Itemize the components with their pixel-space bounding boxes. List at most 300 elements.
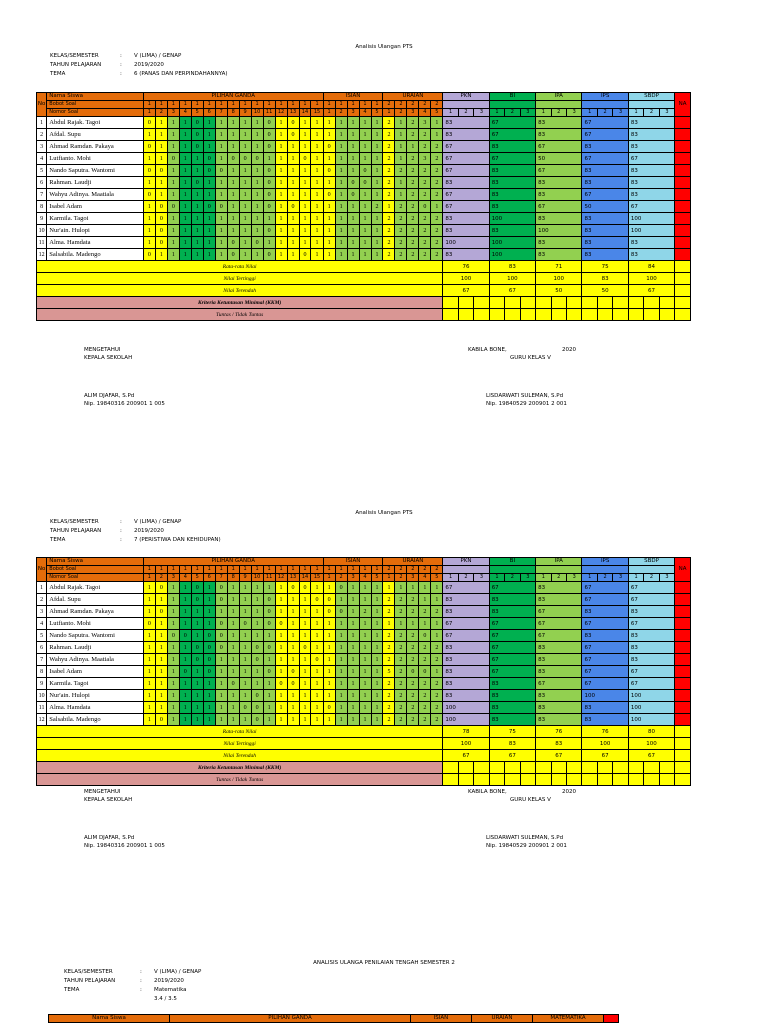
na-score: 65 [675,201,691,213]
pg-answer: 1 [311,702,323,714]
nomor-pg: 9 [239,109,251,117]
subject-score: 50 [536,153,582,165]
isian-answer: 1 [347,678,359,690]
na-score: 80 [675,129,691,141]
pg-answer: 1 [311,618,323,630]
subject-score: 67 [443,630,489,642]
student-name: Rahman. Laudji [47,177,144,189]
subject-kd: 1 [489,109,504,117]
subject-kd: 3 [520,109,535,117]
pg-answer: 0 [155,225,167,237]
uraian-answer: 1 [395,177,407,189]
kkm-cell [566,762,581,774]
pg-answer: 0 [155,606,167,618]
summary-value: 80 [628,726,674,738]
subject-kd: 1 [628,574,643,582]
meta-row [64,986,201,995]
isian-answer: 1 [335,654,347,666]
subject-score: 83 [489,594,535,606]
bobot-pg: 1 [239,101,251,109]
bobot-uraian: 2 [383,566,395,574]
student-name: Alma. Hamdata [47,702,144,714]
uraian-answer: 2 [383,213,395,225]
isian-answer: 1 [323,678,335,690]
pg-answer: 1 [251,630,263,642]
subject-kd: 2 [597,574,612,582]
bobot-isian: 1 [371,566,383,574]
pg-answer: 1 [167,714,179,726]
uraian-answer: 2 [383,129,395,141]
pg-answer: 1 [167,141,179,153]
subject-kd: 3 [659,109,674,117]
pg-answer: 1 [251,189,263,201]
na-score: 85 [675,177,691,189]
tuntas-cell [474,309,489,321]
pg-answer: 1 [191,678,203,690]
pg-answer: 1 [239,606,251,618]
pg-answer: 1 [263,702,275,714]
kkm-cell [659,762,674,774]
subject-score: 67 [489,117,535,129]
subject-header: SBDP [628,558,674,566]
kkm-label: Kriteria Ketuntasan Minimal (KKM) [37,297,443,309]
pg-answer: 1 [167,654,179,666]
nomor-pg: 6 [203,574,215,582]
student-name: Salsabila. Madengo [47,249,144,261]
pg-answer: 1 [203,702,215,714]
uraian-answer: 2 [431,690,443,702]
uraian-answer: 3 [419,117,431,129]
pg-answer: 1 [239,129,251,141]
pg-answer: 1 [263,582,275,594]
nomor-uraian: 2 [395,109,407,117]
pg-answer: 1 [143,213,155,225]
uraian-answer: 2 [383,237,395,249]
pg-answer: 0 [215,618,227,630]
kkm-cell [628,762,643,774]
pg-answer: 1 [155,666,167,678]
subject-score: 83 [443,594,489,606]
subject-kd: 2 [505,109,520,117]
student-no: 12 [37,714,47,726]
pg-answer: 1 [275,642,287,654]
isian-answer: 1 [347,582,359,594]
subject-score: 67 [489,129,535,141]
kkm-cell [536,297,551,309]
isian-answer: 1 [323,642,335,654]
bobot-uraian: 2 [419,101,431,109]
bobot-pg: 1 [215,101,227,109]
nomor-isian: 1 [323,109,335,117]
bobot-uraian: 2 [419,566,431,574]
pg-answer: 1 [263,654,275,666]
pilihan-ganda-header: PILIHAN GANDA [143,558,323,566]
pg-answer: 1 [299,606,311,618]
subject-sub-blank [536,566,582,574]
subject-score: 67 [628,678,674,690]
uraian-answer: 1 [395,129,407,141]
isian-answer: 1 [323,666,335,678]
uraian-answer: 2 [431,678,443,690]
uraian-answer: 2 [383,249,395,261]
pg-answer: 1 [239,165,251,177]
summary-value: 83 [582,273,628,285]
uraian-answer: 2 [407,117,419,129]
isian-answer: 1 [371,666,383,678]
pg-answer: 0 [203,630,215,642]
uraian-answer: 1 [395,153,407,165]
pg-answer: 1 [155,642,167,654]
pg-answer: 1 [191,690,203,702]
uraian-answer: 0 [419,201,431,213]
uraian-answer: 2 [395,213,407,225]
isian-answer: 0 [323,606,335,618]
pg-answer: 1 [239,654,251,666]
uraian-answer: 1 [383,201,395,213]
pg-answer: 1 [287,237,299,249]
meta-block [50,518,221,545]
pg-answer: 1 [143,594,155,606]
uraian-answer: 1 [431,582,443,594]
subject-score: 83 [582,714,628,726]
bobot-uraian: 2 [383,101,395,109]
nomor-uraian: 1 [383,109,395,117]
tuntas-cell [675,309,691,321]
pg-answer: 1 [311,714,323,726]
meta-row [50,536,221,545]
pg-answer: 1 [215,714,227,726]
pg-answer: 1 [251,582,263,594]
section-title: Analisis Ulangan PTS [355,510,413,516]
isian-answer: 1 [347,714,359,726]
uraian-answer: 2 [383,189,395,201]
subject-kd: 3 [613,109,628,117]
uraian-answer: 2 [383,690,395,702]
isian-answer: 0 [323,189,335,201]
pg-answer: 1 [191,213,203,225]
pg-answer: 1 [227,714,239,726]
subject-score: 83 [628,129,674,141]
student-no: 1 [37,582,47,594]
student-name: Isabel Adam [47,201,144,213]
uraian-answer: 0 [419,630,431,642]
pg-answer: 1 [275,117,287,129]
na-score: 90 [675,213,691,225]
pg-answer: 0 [203,666,215,678]
summary-na-blank [675,750,691,762]
pg-answer: 1 [191,165,203,177]
year-text: 2020 [562,347,576,353]
isian-answer: 1 [335,714,347,726]
uraian-answer: 2 [431,249,443,261]
nomor-uraian: 2 [395,574,407,582]
pg-answer: 1 [275,714,287,726]
subject-header: IPS [582,93,628,101]
pg-answer: 0 [263,189,275,201]
subject-score: 67 [489,642,535,654]
isian-answer: 1 [335,189,347,201]
summary-value: 67 [443,750,489,762]
subject-score: 67 [536,678,582,690]
subject-kd: 1 [628,109,643,117]
subject-score: 83 [489,141,535,153]
subject-score: 67 [582,129,628,141]
pg-answer: 1 [179,189,191,201]
summary-na-blank [675,726,691,738]
pg-answer: 1 [179,117,191,129]
subject-score: 67 [582,642,628,654]
subject-score: 83 [536,690,582,702]
meta-label: TAHUN PELAJARAN [50,528,102,534]
subject-score: 83 [536,582,582,594]
uraian-answer: 2 [395,654,407,666]
bobot-soal-label: Bobot Soal [47,566,144,574]
isian-answer: 1 [371,213,383,225]
pg-answer: 1 [215,237,227,249]
isian-answer: 0 [335,582,347,594]
pg-answer: 0 [239,702,251,714]
nomor-pg: 14 [299,574,311,582]
pg-answer: 1 [299,129,311,141]
summary-na-blank [675,738,691,750]
pg-answer: 1 [275,213,287,225]
subject-score: 83 [628,141,674,153]
section3-meta [64,968,201,1004]
kkm-cell [489,762,504,774]
pg-answer: 1 [275,225,287,237]
isian-answer: 1 [323,201,335,213]
subject-score: 83 [582,213,628,225]
student-name: Abdul Rajak. Tagoi [47,117,144,129]
subject-header: PKN [443,93,489,101]
pg-answer: 1 [227,201,239,213]
uraian-answer: 2 [431,237,443,249]
uraian-answer: 1 [395,189,407,201]
subject-kd: 1 [582,574,597,582]
pg-answer: 0 [287,678,299,690]
pg-answer: 1 [179,129,191,141]
subject-score: 83 [489,702,535,714]
kkm-cell [597,297,612,309]
uraian-answer: 2 [383,642,395,654]
student-no: 7 [37,189,47,201]
summary-value: 84 [628,261,674,273]
meta-value: 2019/2020 [134,62,164,68]
left-signatory [84,392,165,408]
pg-answer: 0 [191,117,203,129]
isian-answer: 0 [323,165,335,177]
tuntas-cell [551,309,566,321]
uraian-answer: 2 [407,606,419,618]
pg-answer: 1 [227,666,239,678]
kkm-cell [458,762,473,774]
pg-answer: 1 [143,702,155,714]
student-no: 3 [37,606,47,618]
pg-answer: 0 [143,117,155,129]
pg-answer: 0 [179,630,191,642]
pg-answer: 1 [239,666,251,678]
uraian-answer: 2 [395,165,407,177]
kkm-cell [644,297,659,309]
subject-score: 67 [582,117,628,129]
uraian-answer: 2 [395,201,407,213]
uraian-answer: 2 [419,129,431,141]
isian-answer: 1 [323,249,335,261]
pg-answer: 1 [263,213,275,225]
uraian-answer: 1 [419,582,431,594]
bobot-isian: 1 [371,101,383,109]
uraian-answer: 2 [395,630,407,642]
subject-score: 83 [536,237,582,249]
uraian-answer: 1 [431,630,443,642]
uraian-answer: 2 [431,141,443,153]
subject-score: 83 [489,165,535,177]
pg-answer: 1 [155,594,167,606]
uraian-answer: 2 [395,237,407,249]
nomor-isian: 4 [359,109,371,117]
subject-sub-blank [628,566,674,574]
kkm-cell [505,762,520,774]
uraian-answer: 2 [383,714,395,726]
pg-answer: 0 [215,594,227,606]
uraian-answer: 2 [383,630,395,642]
pilihan-ganda-header: PILIHAN GANDA [143,93,323,101]
pg-answer: 1 [311,117,323,129]
uraian-answer: 2 [431,642,443,654]
pg-answer: 1 [203,582,215,594]
isian-answer: 1 [359,642,371,654]
isian-answer: 1 [347,117,359,129]
subject-score: 83 [489,678,535,690]
nomor-pg: 4 [179,109,191,117]
pg-answer: 1 [215,153,227,165]
subject-score: 83 [628,654,674,666]
subject-score: 50 [582,201,628,213]
pg-answer: 1 [263,153,275,165]
bobot-pg: 1 [143,101,155,109]
year-text: 2020 [562,789,576,795]
pg-answer: 1 [155,129,167,141]
uraian-answer: 2 [419,654,431,666]
pg-answer: 1 [311,129,323,141]
subject-kd: 1 [489,574,504,582]
pg-answer: 0 [239,618,251,630]
pg-answer: 1 [215,654,227,666]
uraian-answer: 2 [383,702,395,714]
isian-answer: 1 [371,249,383,261]
meta-sep: : [120,528,122,534]
pg-answer: 1 [179,201,191,213]
summary-value: 76 [443,261,489,273]
subject-score: 83 [582,141,628,153]
student-no: 6 [37,642,47,654]
uraian-answer: 2 [431,702,443,714]
pg-answer: 1 [299,690,311,702]
pg-answer: 1 [191,225,203,237]
isian-answer: 1 [359,141,371,153]
subject-kd: 2 [644,109,659,117]
uraian-answer: 2 [431,165,443,177]
uraian-answer: 2 [431,606,443,618]
isian-answer: 1 [335,678,347,690]
table-row [37,582,691,594]
pg-answer: 1 [239,690,251,702]
subject-score: 67 [443,582,489,594]
pg-answer: 1 [143,201,155,213]
isian-answer: 1 [323,153,335,165]
isian-answer: 1 [323,714,335,726]
isian-answer: 1 [335,153,347,165]
uraian-answer: 5 [383,666,395,678]
pg-answer: 1 [239,582,251,594]
pg-answer: 1 [143,666,155,678]
section3-table [48,1014,619,1023]
meta-row [50,527,221,536]
pg-answer: 1 [299,213,311,225]
pg-answer: 0 [143,618,155,630]
pg-answer: 1 [227,177,239,189]
pg-answer: 0 [167,201,179,213]
uraian-header: URAIAN [383,558,443,566]
isian-answer: 1 [323,225,335,237]
pg-answer: 1 [287,153,299,165]
nomor-pg: 3 [167,109,179,117]
subject-score: 100 [443,702,489,714]
summary-value: 50 [536,285,582,297]
subject-score: 83 [582,225,628,237]
isian-answer: 1 [371,189,383,201]
pg-answer: 0 [287,582,299,594]
mengetahui-text: MENGETAHUI [84,347,121,353]
nomor-uraian: 4 [419,109,431,117]
pg-answer: 1 [299,594,311,606]
pg-answer: 1 [191,249,203,261]
tuntas-cell [613,774,628,786]
tuntas-cell [597,774,612,786]
subject-score: 67 [443,165,489,177]
pg-answer: 1 [215,225,227,237]
subject-sub-blank [582,566,628,574]
pg-answer: 1 [275,654,287,666]
pg-answer: 0 [227,678,239,690]
nomor-isian: 1 [323,574,335,582]
meta-sep: : [120,71,122,77]
subject-score: 100 [628,702,674,714]
tuntas-cell [443,309,458,321]
isian-answer: 0 [323,702,335,714]
pg-answer: 1 [239,642,251,654]
pg-answer: 1 [155,141,167,153]
uraian-answer: 2 [383,153,395,165]
bobot-pg: 1 [287,566,299,574]
isian-answer: 1 [371,690,383,702]
isian-answer: 1 [347,153,359,165]
subject-kd: 2 [644,574,659,582]
meta-value: V (LIMA) / GENAP [134,53,182,59]
isian-answer: 2 [371,201,383,213]
pg-answer: 1 [155,630,167,642]
uraian-answer: 2 [431,213,443,225]
subject-score: 83 [628,117,674,129]
pg-answer: 1 [287,213,299,225]
pg-answer: 1 [179,606,191,618]
pg-answer: 0 [155,714,167,726]
subject-score: 100 [489,249,535,261]
pilihan-ganda-header: PILIHAN GANDA [170,1015,411,1023]
pg-answer: 1 [287,606,299,618]
summary-value: 75 [582,261,628,273]
summary-value: 100 [489,273,535,285]
